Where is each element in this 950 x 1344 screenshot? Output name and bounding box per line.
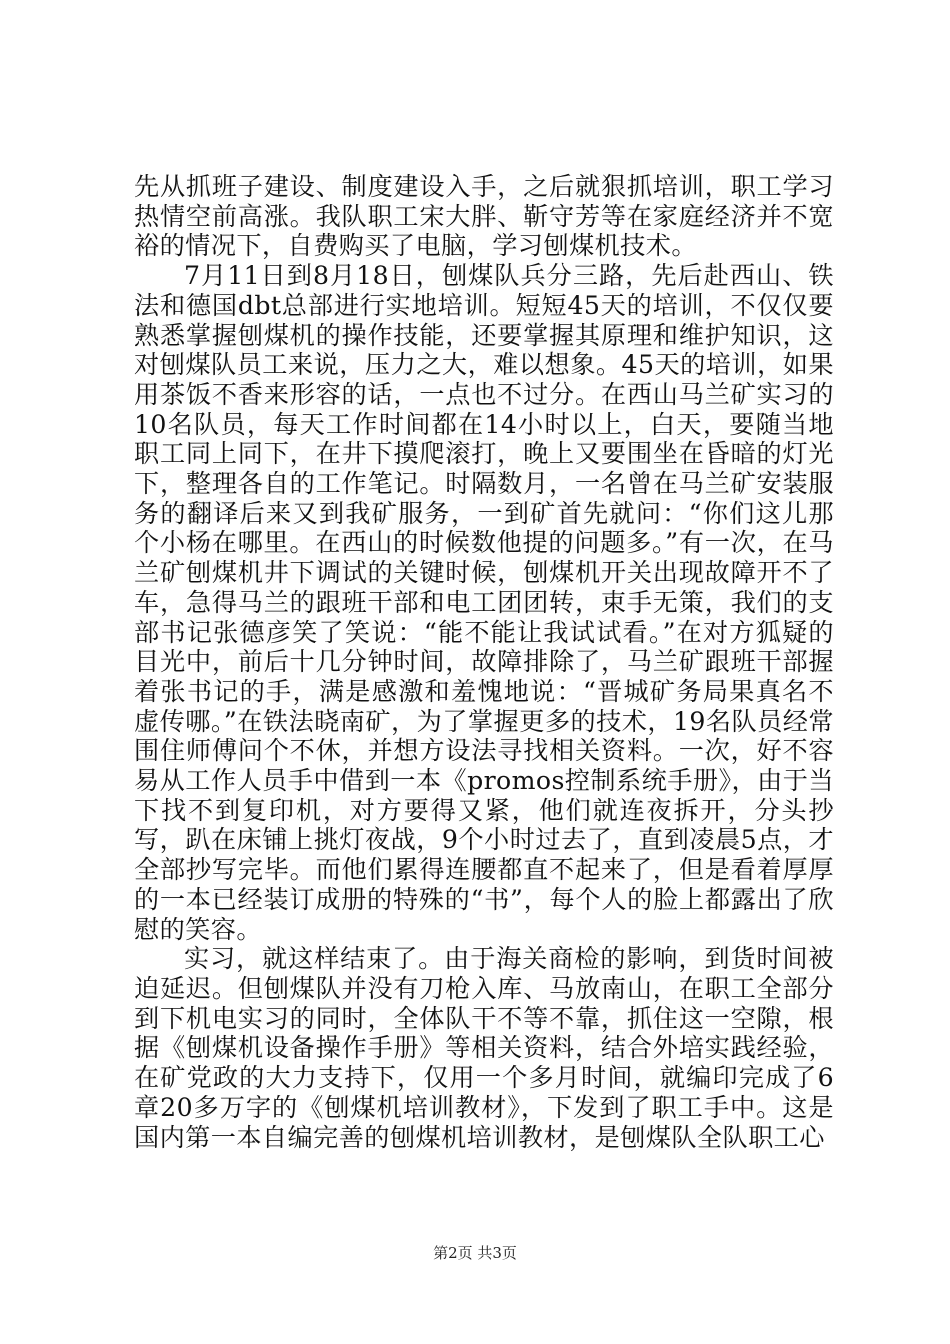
paragraph-1: 先从抓班子建设、制度建设入手，之后就狠抓培训，职工学习热情空前高涨。我队职工宋大胖、靳守芳等在家庭经济并不宽裕的情况下，自费购买了电脑，学习刨煤机技术。 bbox=[134, 172, 834, 261]
paragraph-2: 7月11日到8月18日，刨煤队兵分三路，先后赴西山、铁法和德国dbt总部进行实地培训。短短45天的培训，不仅仅要熟悉掌握刨煤机的操作技能，还要掌握其原理和维护知识，这对刨煤队员工来说，压力之大，难以想象。45天的培训，如果用茶饭不香来形容的话，一点也不过分。在西山马兰矿实习的10名队员，每天工作时间都在14小时以上，白天，要随当地职工同上同下，在井下摸爬滚打，晚上又要围坐在昏暗的灯光下，整理各自的工作笔记。时隔数月，一名曾在马兰矿安装服务的翻译后来又到我矿服务，一到矿首先就问：“你们这儿那个小杨在哪里。在西山的时候数他提的问题多。”有一次，在马兰矿刨煤机井下调试的关键时候，刨煤机开关出现故障开不了车，急得马兰的跟班干部和电工团团转，束手无策，我们的支部书记张德彦笑了笑说：“能不能让我试试看。”在对方狐疑的目光中，前后十几分钟时间，故障排除了，马兰矿跟班干部握着张书记的手，满是感激和羞愧地说：“晋城矿务局果真名不虚传哪。”在铁法晓南矿，为了掌握更多的技术，19名队员经常围住师傅问个不休，并想方设法寻找相关资料。一次，好不容易从工作人员手中借到一本《promos控制系统手册》，由于当下找不到复印机，对方要得又紧，他们就连夜拆开，分头抄写，趴在床铺上挑灯夜战，9个小时过去了，直到凌晨5点，才全部抄写完毕。而他们累得连腰都直不起来了，但是看着厚厚的一本已经装订成册的特殊的“书”，每个人的脸上都露出了欣慰的笑容。 bbox=[134, 261, 834, 944]
body-text bbox=[134, 172, 834, 1152]
page-number-footer: 第2页 共3页 bbox=[433, 1244, 517, 1262]
paragraph-3: 实习，就这样结束了。由于海关商检的影响，到货时间被迫延迟。但刨煤队并没有刀枪入库、马放南山，在职工全部分到下机电实习的同时，全体队干不等不靠，抓住这一空隙，根据《刨煤机设备操作手册》等相关资料，结合外培实践经验，在矿党政的大力支持下，仅用一个多月时间，就编印完成了6章20多万字的《刨煤机培训教材》，下发到了职工手中。这是国内第一本自编完善的刨煤机培训教材，是刨煤队全队职工心 bbox=[134, 944, 834, 1152]
